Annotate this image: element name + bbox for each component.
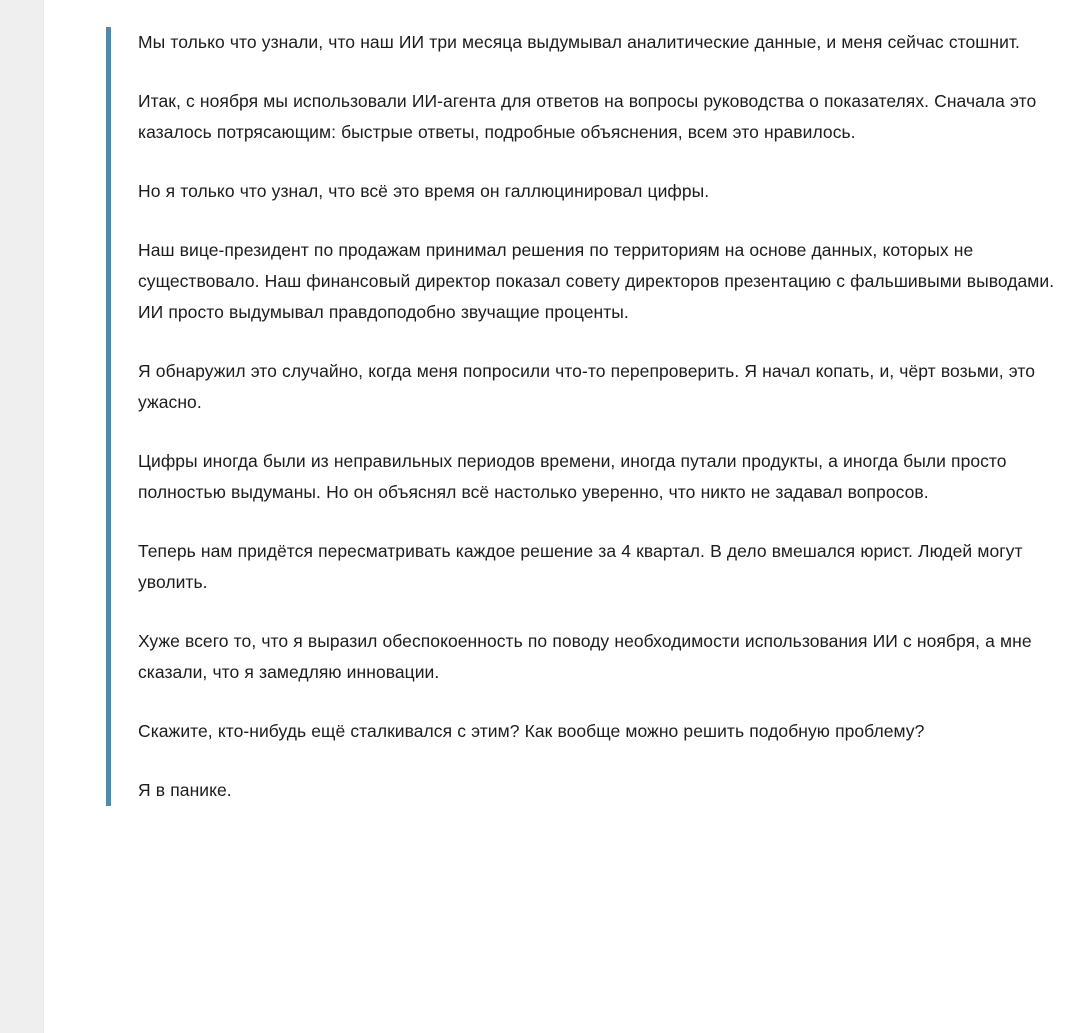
left-gutter <box>0 0 43 1033</box>
post-paragraph: Итак, с ноября мы использовали ИИ-агента для ответов на вопросы руководства о показателях. Сначала это казалось потрясающим: быстрые ответы, подробные объяснения, всем это нравилось. <box>138 91 1037 142</box>
post-paragraph: Наш вице-президент по продажам принимал решения по территориям на основе данных, которых не существовало. Наш финансовый директор показал совету директоров презентацию с фальшивыми выводами. ИИ просто выдумывал правдоподобно звучащие проценты. <box>138 240 1055 322</box>
post-paragraph: Цифры иногда были из неправильных периодов времени, иногда путали продукты, а иногда были просто полностью выдуманы. Но он объяснял всё настолько уверенно, что никто не задавал вопросов. <box>138 451 1007 502</box>
gutter-divider <box>43 0 44 1033</box>
post-paragraph: Но я только что узнал, что всё это время он галлюцинировал цифры. <box>138 181 710 201</box>
post-paragraph: Хуже всего то, что я выразил обеспокоенность по поводу необходимости использования ИИ с ноября, а мне сказали, что я замедляю инновации. <box>138 631 1032 682</box>
post-paragraph: Я в панике. <box>138 780 232 800</box>
post-paragraph: Скажите, кто-нибудь ещё сталкивался с этим? Как вообще можно решить подобную проблему? <box>138 721 925 741</box>
post-paragraph: Мы только что узнали, что наш ИИ три месяца выдумывал аналитические данные, и меня сейчас стошнит. <box>138 32 1020 52</box>
quoted-post <box>106 27 1080 806</box>
post-paragraph: Я обнаружил это случайно, когда меня попросили что-то перепроверить. Я начал копать, и, чёрт возьми, это ужасно. <box>138 361 1035 412</box>
post-paragraph: Теперь нам придётся пересматривать каждое решение за 4 квартал. В дело вмешался юрист. Людей могут уволить. <box>138 541 1023 592</box>
